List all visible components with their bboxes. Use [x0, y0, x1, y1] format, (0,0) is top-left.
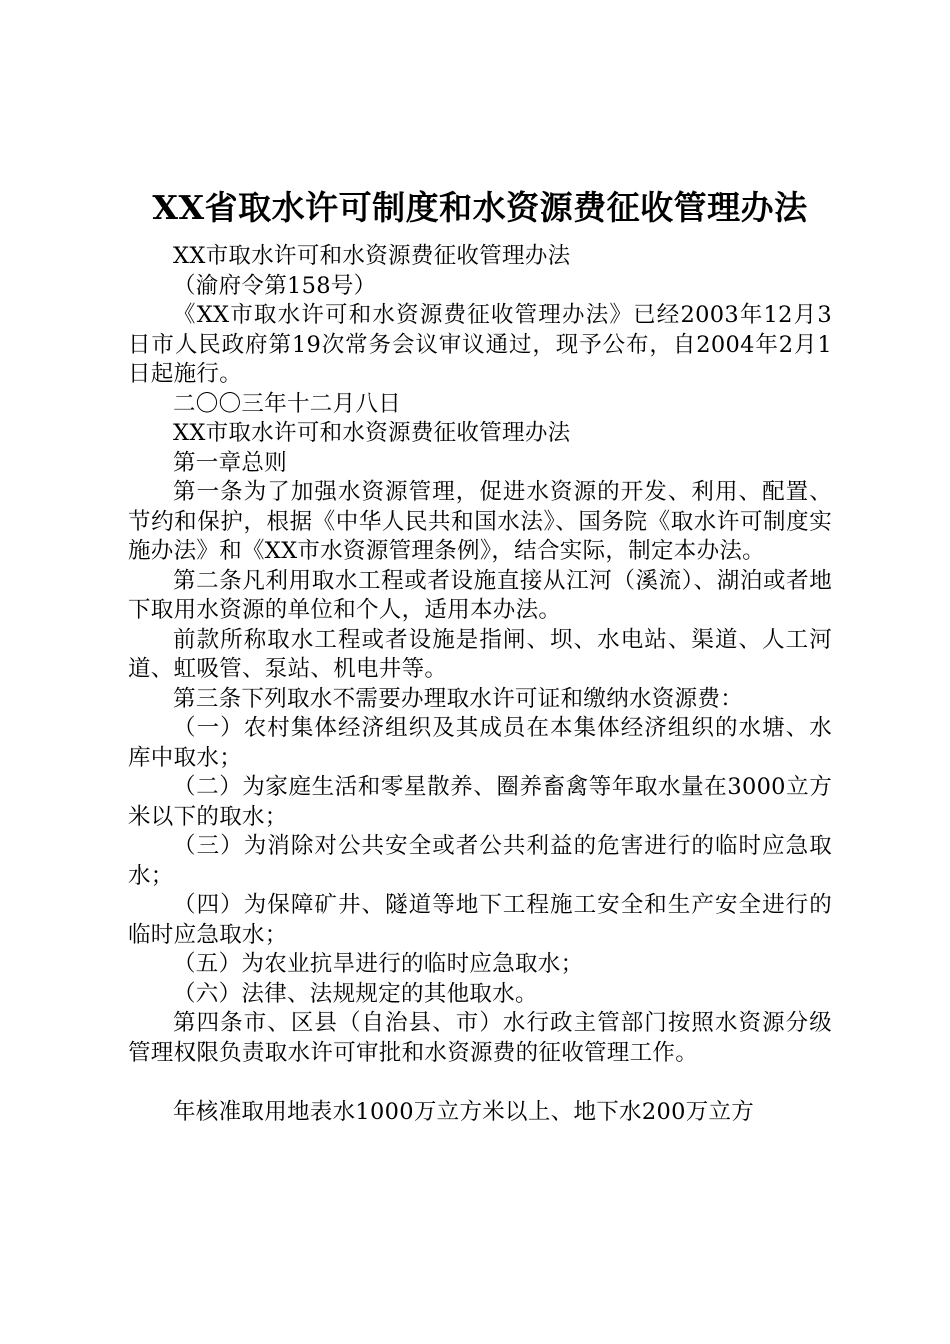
paragraph: （渝府令第158号） [173, 272, 377, 299]
paragraph: 第四条市、区县（自治县、市）水行政主管部门按照水资源分级管理权限负责取水许可审批和水资源费的征收管理工作。 [128, 1010, 832, 1066]
paragraph: XX市取水许可和水资源费征收管理办法 [173, 243, 571, 269]
document-title: XX省取水许可制度和水资源费征收管理办法 [152, 188, 808, 227]
document-body [128, 242, 832, 1127]
paragraph: 第二条凡利用取水工程或者设施直接从江河（溪流）、湖泊或者地下取用水资源的单位和个人，适用本办法。 [128, 567, 832, 623]
paragraph: 第一条为了加强水资源管理，促进水资源的开发、利用、配置、节约和保护，根据《中华人民共和国水法》、国务院《取水许可制度实施办法》和《XX市水资源管理条例》，结合实际，制定本办法。 [128, 479, 832, 564]
paragraph: 第三条下列取水不需要办理取水许可证和缴纳水资源费： [173, 685, 744, 712]
paragraph: （一）农村集体经济组织及其成员在本集体经济组织的水塘、水库中取水； [128, 715, 832, 771]
paragraph: （六）法律、法规规定的其他取水。 [173, 980, 538, 1007]
paragraph: （二）为家庭生活和零星散养、圈养畜禽等年取水量在3000立方米以下的取水； [128, 774, 832, 830]
document-page [128, 182, 832, 1127]
paragraph: （三）为消除对公共安全或者公共利益的危害进行的临时应急取水； [128, 833, 832, 889]
paragraph: （五）为农业抗旱进行的临时应急取水； [173, 951, 584, 977]
paragraph: XX市取水许可和水资源费征收管理办法 [173, 420, 571, 446]
paragraph: 第一章总则 [173, 449, 288, 476]
paragraph: 前款所称取水工程或者设施是指闸、坝、水电站、渠道、人工河道、虹吸管、泵站、机电井等。 [128, 626, 832, 682]
paragraph: 年核准取用地表水1000万立方米以上、地下水200万立方 [173, 1098, 755, 1125]
paragraph: 《XX市取水许可和水资源费征收管理办法》已经2003年12月3日市人民政府第19次常务会议审议通过，现予公布，自2004年2月1日起施行。 [128, 302, 832, 387]
paragraph: 二〇〇三年十二月八日 [173, 390, 402, 417]
paragraph: （四）为保障矿井、隧道等地下工程施工安全和生产安全进行的临时应急取水； [128, 892, 832, 948]
